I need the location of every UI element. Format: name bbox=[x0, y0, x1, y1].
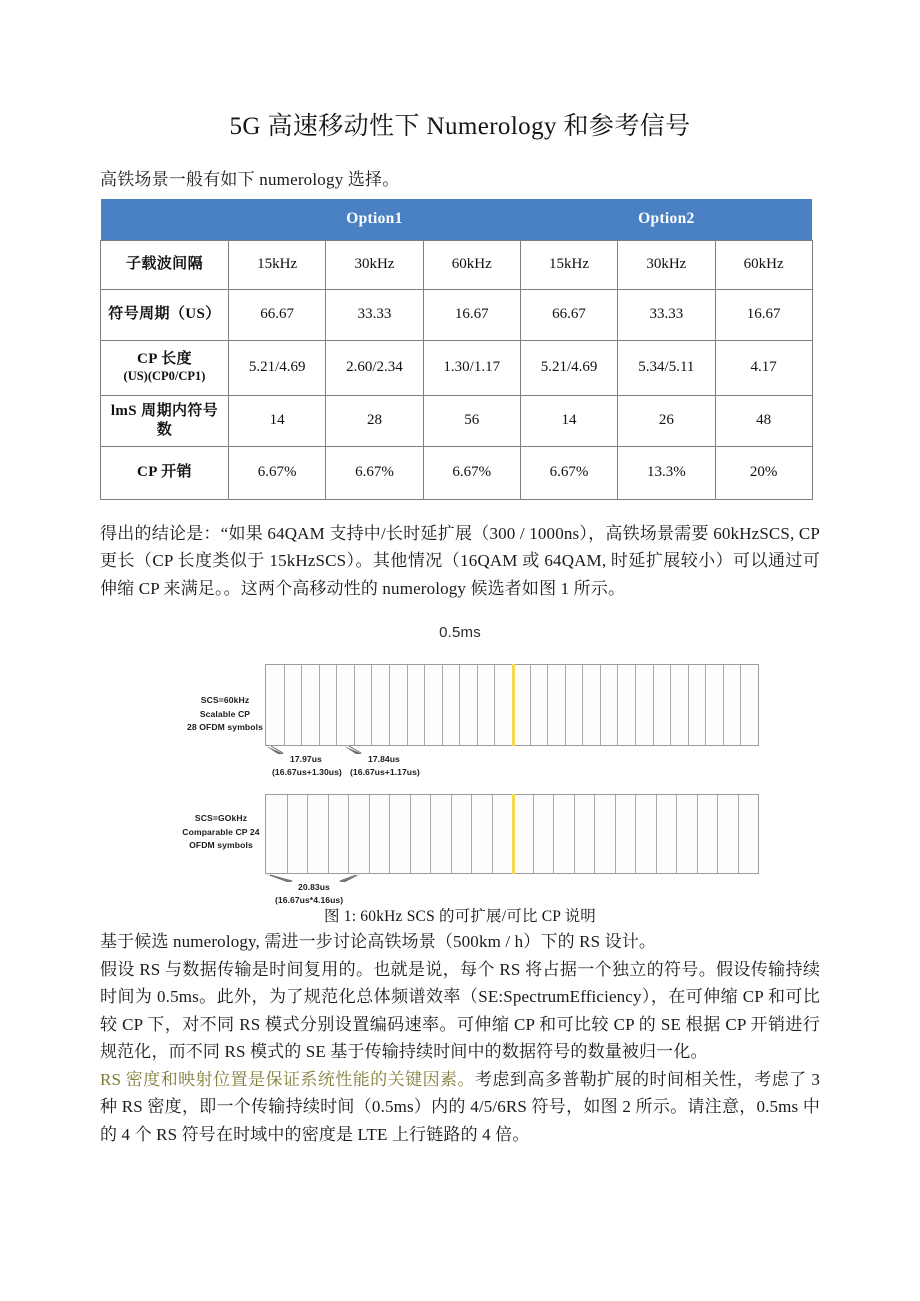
cell: 66.67 bbox=[520, 289, 617, 340]
ofdm-symbol-divider bbox=[723, 665, 724, 745]
figure-annotation-2083us: 20.83us bbox=[298, 882, 330, 893]
ofdm-symbol-divider bbox=[328, 795, 329, 873]
cell: 5.21/4.69 bbox=[229, 340, 326, 395]
cell: 33.33 bbox=[618, 289, 715, 340]
ofdm-symbol-divider bbox=[705, 665, 706, 745]
row-label-symbols-per-ms: lmS 周期内符号数 bbox=[101, 395, 229, 446]
cell: 6.67% bbox=[520, 446, 617, 499]
cell: 26 bbox=[618, 395, 715, 446]
ofdm-symbol-divider bbox=[617, 665, 618, 745]
cell: 5.21/4.69 bbox=[520, 340, 617, 395]
ofdm-symbol-divider bbox=[676, 795, 677, 873]
density-highlight-text: RS 密度和映射位置是保证系统性能的关键因素。 bbox=[100, 1069, 475, 1089]
figure-annotation-2083us-detail: (16.67us*4.16us) bbox=[275, 895, 344, 906]
ofdm-symbol-divider bbox=[670, 665, 671, 745]
ofdm-symbol-divider bbox=[594, 795, 595, 873]
ofdm-symbol-divider bbox=[565, 665, 566, 745]
table-body bbox=[101, 240, 813, 499]
ofdm-symbol-divider bbox=[284, 665, 285, 745]
row-label-cp-length bbox=[101, 340, 229, 395]
numerology-table bbox=[100, 199, 813, 500]
ofdm-symbol-divider bbox=[492, 795, 493, 873]
ofdm-symbol-divider bbox=[424, 665, 425, 745]
row-label-subcarrier-spacing: 子载波间隔 bbox=[101, 240, 229, 289]
ofdm-symbol-divider bbox=[477, 665, 478, 745]
ofdm-symbol-divider bbox=[410, 795, 411, 873]
ofdm-symbol-divider bbox=[348, 795, 349, 873]
ofdm-symbol-divider bbox=[582, 665, 583, 745]
cell: 48 bbox=[715, 395, 812, 446]
figure-row2-scs: SCS=GOkHz bbox=[194, 813, 248, 824]
ofdm-symbol-divider bbox=[653, 665, 654, 745]
cell: 28 bbox=[326, 395, 423, 446]
cell: 1.30/1.17 bbox=[423, 340, 520, 395]
cell: 16.67 bbox=[423, 289, 520, 340]
ofdm-symbol-divider bbox=[307, 795, 308, 873]
ofdm-symbol-divider bbox=[459, 665, 460, 745]
figure-caption: 图 1: 60kHz SCS 的可扩展/可比 CP 说明 bbox=[324, 908, 596, 926]
ofdm-symbol-divider bbox=[407, 665, 408, 745]
ofdm-symbol-divider bbox=[574, 795, 575, 873]
figure-annotation-1797us: 17.97us bbox=[290, 754, 322, 765]
ofdm-symbol-divider bbox=[451, 795, 452, 873]
ofdm-symbol-divider bbox=[717, 795, 718, 873]
ofdm-symbol-divider bbox=[336, 665, 337, 745]
assumption-paragraph: 假设 RS 与数据传输是时间复用的。也就是说，每个 RS 将占据一个独立的符号。假设传输持续时间为 0.5ms。此外，为了规范化总体频谱效率（SE:SpectrumEfficiency），在可伸缩 CP 和可比较 CP 下，对不同 RS 模式分别设置编码速率。可伸缩 CP 和可比较 CP 的 SE 根据 CP 开销进行规范化，而不同 RS 模式的 SE 基于传输持续时间中的数据符号的数量被归一化。 bbox=[100, 959, 820, 1062]
ofdm-symbol-divider bbox=[494, 665, 495, 745]
table-header bbox=[101, 199, 813, 241]
ofdm-symbol-divider bbox=[635, 795, 636, 873]
header-option2: Option2 bbox=[520, 199, 812, 241]
ofdm-symbol-divider bbox=[371, 665, 372, 745]
conclusion-paragraph: 得出的结论是：“如果 64QAM 支持中/长时延扩展（300 / 1000ns），高铁场景需要 60kHzSCS, CP 更长（CP 长度类似于 15kHzSCS）。其他情况（16QAM 或 64QAM, 时延扩展较小）可以通过可伸缩 CP 来满足。。这两个高移动性的 numerology 候选者如图 1 所示。 bbox=[100, 523, 820, 598]
figure-row1-cp-type: Scalable CP bbox=[199, 708, 251, 719]
row-label-cp-length-sub: (US)(CP0/CP1) bbox=[123, 369, 206, 384]
table-row bbox=[101, 395, 813, 446]
ofdm-symbol-divider bbox=[697, 795, 698, 873]
cell: 56 bbox=[423, 395, 520, 446]
ofdm-symbol-divider bbox=[688, 665, 689, 745]
ofdm-symbol-divider bbox=[471, 795, 472, 873]
figure-midpoint-marker bbox=[512, 664, 515, 746]
figure-row1-side-label bbox=[172, 694, 278, 734]
table-row bbox=[101, 240, 813, 289]
ofdm-symbol-divider bbox=[442, 665, 443, 745]
cell: 14 bbox=[229, 395, 326, 446]
cell: 66.67 bbox=[229, 289, 326, 340]
figure-row2-cp-type: Comparable CP 24 bbox=[182, 826, 260, 837]
header-option1: Option1 bbox=[229, 199, 521, 241]
ofdm-symbol-divider bbox=[615, 795, 616, 873]
figure-midpoint-marker bbox=[512, 794, 515, 874]
cell: 14 bbox=[520, 395, 617, 446]
figure-row2-symbol-count: OFDM symbols bbox=[189, 839, 253, 850]
cell: 6.67% bbox=[229, 446, 326, 499]
ofdm-symbol-divider bbox=[530, 665, 531, 745]
figure-ofdm-grid-scalable-cp bbox=[265, 664, 759, 746]
table-row bbox=[101, 446, 813, 499]
ofdm-symbol-divider bbox=[656, 795, 657, 873]
cell: 5.34/5.11 bbox=[618, 340, 715, 395]
intro-paragraph: 高铁场景一般有如下 numerology 选择。 bbox=[100, 170, 400, 189]
cell: 4.17 bbox=[715, 340, 812, 395]
cell: 15kHz bbox=[229, 240, 326, 289]
density-rest-text: 考虑到高多普勒扩展的时间相关性，考虑了 3 种 RS 密度，即一个传输持续时间（0.5ms）内的 4/5/6RS 符号，如图 2 所示。请注意，0.5ms 中的 4 个 RS 符号在时域中的密度是 LTE 上行链路的 4 倍。 bbox=[100, 1069, 820, 1144]
table-header-row bbox=[101, 199, 813, 241]
figure-1 bbox=[100, 624, 820, 906]
ofdm-symbol-divider bbox=[430, 795, 431, 873]
table-row bbox=[101, 289, 813, 340]
ofdm-symbol-divider bbox=[287, 795, 288, 873]
cell: 33.33 bbox=[326, 289, 423, 340]
cell: 60kHz bbox=[715, 240, 812, 289]
ofdm-symbol-divider bbox=[389, 665, 390, 745]
ofdm-symbol-divider bbox=[369, 795, 370, 873]
ofdm-symbol-divider bbox=[635, 665, 636, 745]
cell: 2.60/2.34 bbox=[326, 340, 423, 395]
ofdm-symbol-divider bbox=[319, 665, 320, 745]
cell: 60kHz bbox=[423, 240, 520, 289]
cell: 16.67 bbox=[715, 289, 812, 340]
figure-row1-symbol-count: 28 OFDM symbols bbox=[187, 721, 263, 732]
ofdm-symbol-divider bbox=[600, 665, 601, 745]
density-paragraph bbox=[100, 1066, 820, 1149]
figure-duration-label: 0.5ms bbox=[439, 624, 481, 642]
figure-annotation-1797us-detail: (16.67us+1.30us) bbox=[272, 767, 342, 778]
rs-design-paragraph: 基于候选 numerology, 需进一步讨论高铁场景（500km / h）下的 RS 设计。 bbox=[100, 932, 657, 952]
cell: 30kHz bbox=[618, 240, 715, 289]
cell: 15kHz bbox=[520, 240, 617, 289]
figure-row2-side-label bbox=[168, 812, 274, 852]
ofdm-symbol-divider bbox=[389, 795, 390, 873]
ofdm-symbol-divider bbox=[740, 665, 741, 745]
cell: 30kHz bbox=[326, 240, 423, 289]
ofdm-symbol-divider bbox=[301, 665, 302, 745]
cell: 6.67% bbox=[423, 446, 520, 499]
ofdm-symbol-divider bbox=[533, 795, 534, 873]
figure-ofdm-grid-comparable-cp bbox=[265, 794, 759, 874]
table-row bbox=[101, 340, 813, 395]
header-corner-cell bbox=[101, 199, 229, 241]
figure-annotation-1784us: 17.84us bbox=[368, 754, 400, 765]
row-label-cp-length-main: CP 长度 bbox=[137, 351, 192, 368]
cell: 20% bbox=[715, 446, 812, 499]
cell: 13.3% bbox=[618, 446, 715, 499]
figure-annotation-1784us-detail: (16.67us+1.17us) bbox=[350, 767, 420, 778]
ofdm-symbol-divider bbox=[738, 795, 739, 873]
ofdm-symbol-divider bbox=[354, 665, 355, 745]
cell: 6.67% bbox=[326, 446, 423, 499]
row-label-symbol-period: 符号周期（US） bbox=[101, 289, 229, 340]
figure-canvas bbox=[100, 646, 820, 906]
ofdm-symbol-divider bbox=[553, 795, 554, 873]
page-title: 5G 高速移动性下 Numerology 和参考信号 bbox=[229, 113, 691, 140]
ofdm-symbol-divider bbox=[547, 665, 548, 745]
figure-row1-scs: SCS=60kHz bbox=[200, 695, 250, 706]
row-label-cp-overhead: CP 开销 bbox=[101, 446, 229, 499]
